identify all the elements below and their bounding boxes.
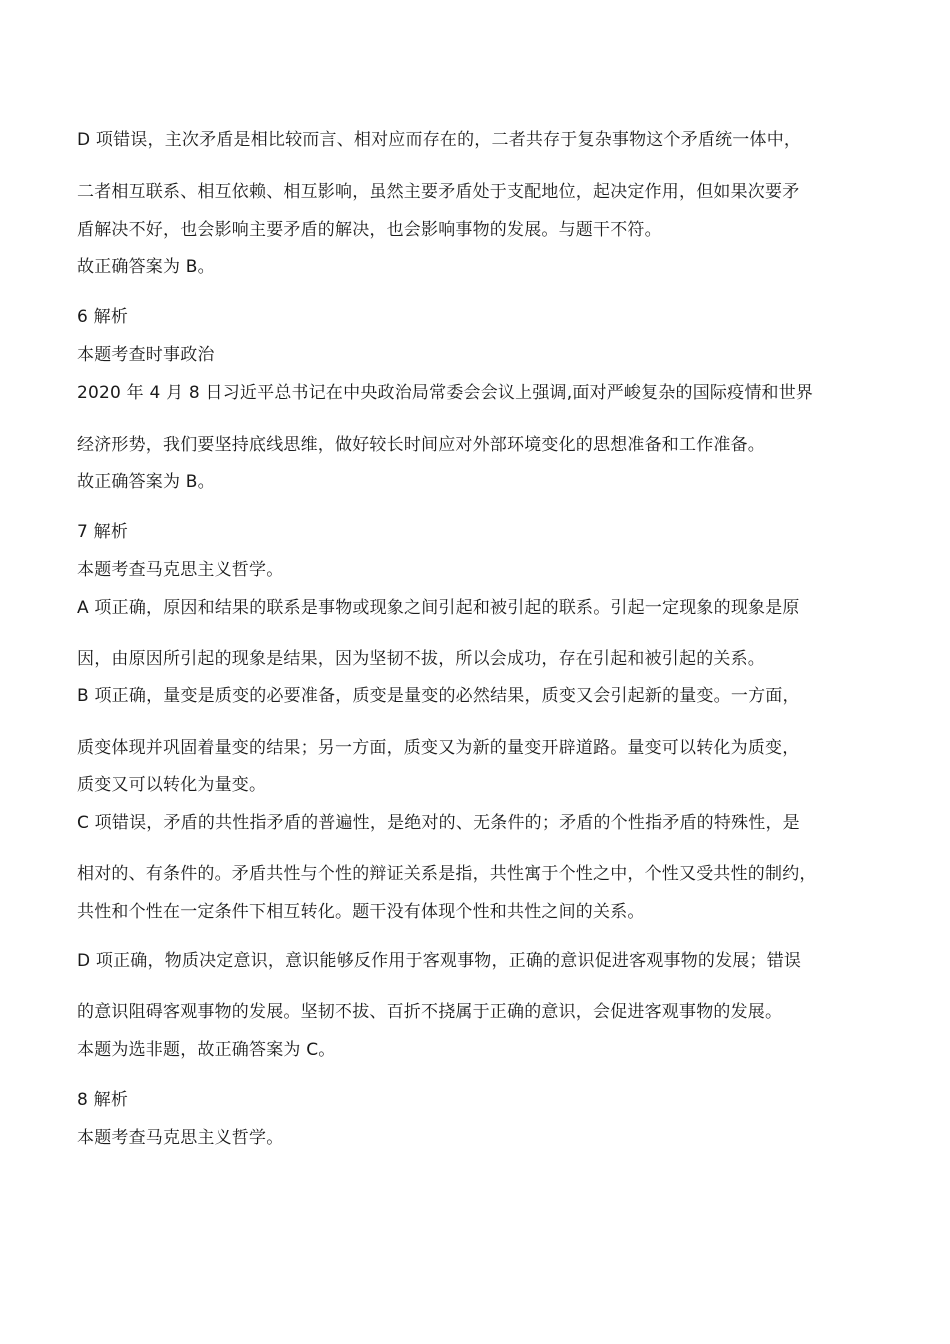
text-line: 因，由原因所引起的现象是结果，因为坚韧不拔，所以会成功，存在引起和被引起的关系。	[77, 649, 765, 669]
text-line: 本题考查马克思主义哲学。	[77, 560, 284, 580]
text-line: 经济形势，我们要坚持底线思维，做好较长时间应对外部环境变化的思想准备和工作准备。	[77, 435, 765, 455]
text-line: 本题考查马克思主义哲学。	[77, 1128, 284, 1148]
text-line: 本题考查时事政治	[77, 345, 215, 365]
text-line: 故正确答案为 B。	[77, 472, 215, 492]
text-line: 本题为选非题，故正确答案为 C。	[77, 1040, 336, 1060]
section-heading-6: 6 解析	[77, 307, 129, 327]
section-heading-8: 8 解析	[77, 1090, 129, 1110]
text-line: 质变体现并巩固着量变的结果；另一方面，质变又为新的量变开辟道路。量变可以转化为质变，	[77, 738, 800, 758]
text-line: D 项错误，主次矛盾是相比较而言、相对应而存在的，二者共存于复杂事物这个矛盾统一体中，	[77, 130, 802, 150]
text-line: 相对的、有条件的。矛盾共性与个性的辩证关系是指，共性寓于个性之中，个性又受共性的制约，	[77, 864, 817, 884]
text-line: 2020 年 4 月 8 日习近平总书记在中央政治局常委会会议上强调,面对严峻复杂的国际疫情和世界	[77, 383, 814, 403]
text-line: 故正确答案为 B。	[77, 257, 215, 277]
text-line: 二者相互联系、相互依赖、相互影响，虽然主要矛盾处于支配地位，起决定作用，但如果次要矛	[77, 182, 800, 202]
section-heading-7: 7 解析	[77, 522, 129, 542]
text-line: D 项正确，物质决定意识，意识能够反作用于客观事物，正确的意识促进客观事物的发展；错误	[77, 951, 802, 971]
text-line: 盾解决不好，也会影响主要矛盾的解决，也会影响事物的发展。与题干不符。	[77, 220, 662, 240]
text-line: B 项正确，量变是质变的必要准备，质变是量变的必然结果，质变又会引起新的量变。一方面，	[77, 686, 800, 706]
text-line: 的意识阻碍客观事物的发展。坚韧不拔、百折不挠属于正确的意识，会促进客观事物的发展。	[77, 1002, 783, 1022]
text-line: 共性和个性在一定条件下相互转化。题干没有体现个性和共性之间的关系。	[77, 902, 645, 922]
text-line: 质变又可以转化为量变。	[77, 775, 267, 795]
text-line: A 项正确，原因和结果的联系是事物或现象之间引起和被引起的联系。引起一定现象的现象是原	[77, 598, 800, 618]
text-line: C 项错误，矛盾的共性指矛盾的普遍性，是绝对的、无条件的；矛盾的个性指矛盾的特殊性，是	[77, 813, 800, 833]
